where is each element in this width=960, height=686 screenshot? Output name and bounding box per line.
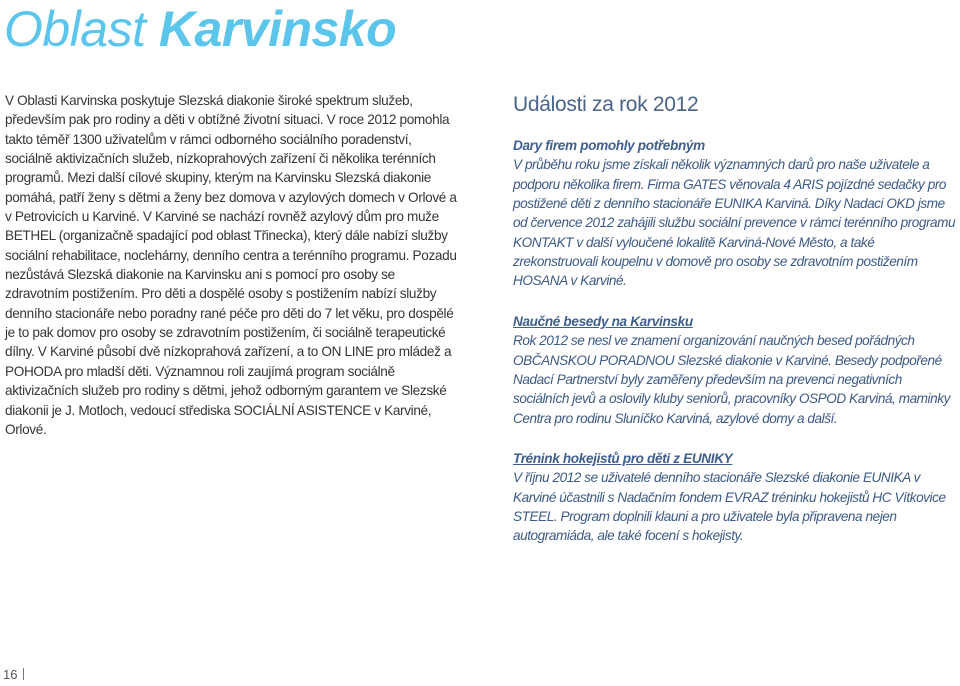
intro-column xyxy=(5,91,460,439)
events-heading: Události za rok 2012 xyxy=(513,93,699,116)
event-title: Dary firem pomohly potřebným xyxy=(513,138,705,153)
event-title: Naučné besedy na Karvinsku xyxy=(513,313,693,329)
event-item-lectures xyxy=(513,312,958,428)
page-title xyxy=(4,0,396,58)
event-text: V říjnu 2012 se uživatelé denního stacionáře Slezské diakonie EUNIKA v Karviné účastnili s Nadačním fondem EVRAZ tréninku hokejistů HC Vítkovice STEEL. Program doplnili klauni a pro uživatele byla připravena nejen autogramiáda, ale také focení s hokejisty. xyxy=(513,470,946,544)
event-text: Rok 2012 se nesl ve znamení organizování naučných besed pořádných OBČANSKOU PORADNOU Slezské diakonie v Karviné. Besedy podpořené Nadací Partnerství byly zaměřeny především na prevenci negativních sociálních jevů a oslovily kluby seniorů, pracovníky OSPOD Karviná, maminky Centra pro rodinu Sluníčko Karviná, azylové domy a další. xyxy=(513,333,950,426)
event-text: V průběhu roku jsme získali několik významných darů pro naše uživatele a podporu několika firem. Firma GATES věnovala 4 ARIS pojízdné sedačky pro postižené děti z denního stacionáře EUNIKA Karviná. Díky Nadaci OKD jsme od července 2012 zahájili službu sociální prevence v rámci terénního programu KONTAKT v další vyloučené lokalitě Karviná-Nové Město, a také zrekonstruovali koupelnu v domově pro osoby se zdravotním postižením HOSANA v Karviné. xyxy=(513,157,956,289)
page-number-value: 16 xyxy=(3,667,18,682)
page-number xyxy=(3,667,24,683)
event-item-hockey xyxy=(513,449,958,546)
title-prefix: Oblast xyxy=(4,1,159,57)
title-region: Karvinsko xyxy=(158,1,397,57)
intro-paragraph: V Oblasti Karvinska poskytuje Slezská diakonie široké spektrum služeb, především pak pro rodiny a děti v obtížné životní situaci. V roce 2012 pomohla takto téměř 1300 uživatelům v rámci odborného sociálního poradenství, sociálně aktivizačních služeb, nízkoprahových zařízení či několika terénních programů. Mezi další cílové skupiny, kterým na Karvinsku Slezská diakonie pomáhá, patří ženy s dětmi a ženy bez domova v azylových domech v Orlové a v Petrovicích u Karviné. V Karviné se nachází rovněž azylový dům pro muže BETHEL (organizačně spadající pod oblast Třinecka), který dále nabízí služby sociální rehabilitace, noclehárny, denního centra a terénního programu. Pozadu nezůstává Slezská diakonie na Karvinsku ani s pomocí pro osoby se zdravotním postižením. Pro děti a dospělé osoby s postižením nabízí služby denního stacionáře nebo poradny rané péče pro děti do 7 let věku, pro dospělé je to pak domov pro osoby se zdravotním postižením, či sociálně terapeutické dílny. V Karviné působí dvě nízkoprahová zařízení, a to ON LINE pro mládež a POHODA pro mladší děti. Významnou roli zaujímá program sociálně aktivizačních služeb pro rodiny s dětmi, jehož odborným garantem ve Slezské diakonii je J. Motloch, vedoucí střediska SOCIÁLNÍ ASISTENCE v Karviné, Orlové. xyxy=(5,93,457,437)
event-item-donations xyxy=(513,136,958,291)
events-column xyxy=(513,90,958,567)
event-title: Trénink hokejistů pro děti z EUNIKY xyxy=(513,450,733,466)
page-number-divider xyxy=(23,668,24,680)
